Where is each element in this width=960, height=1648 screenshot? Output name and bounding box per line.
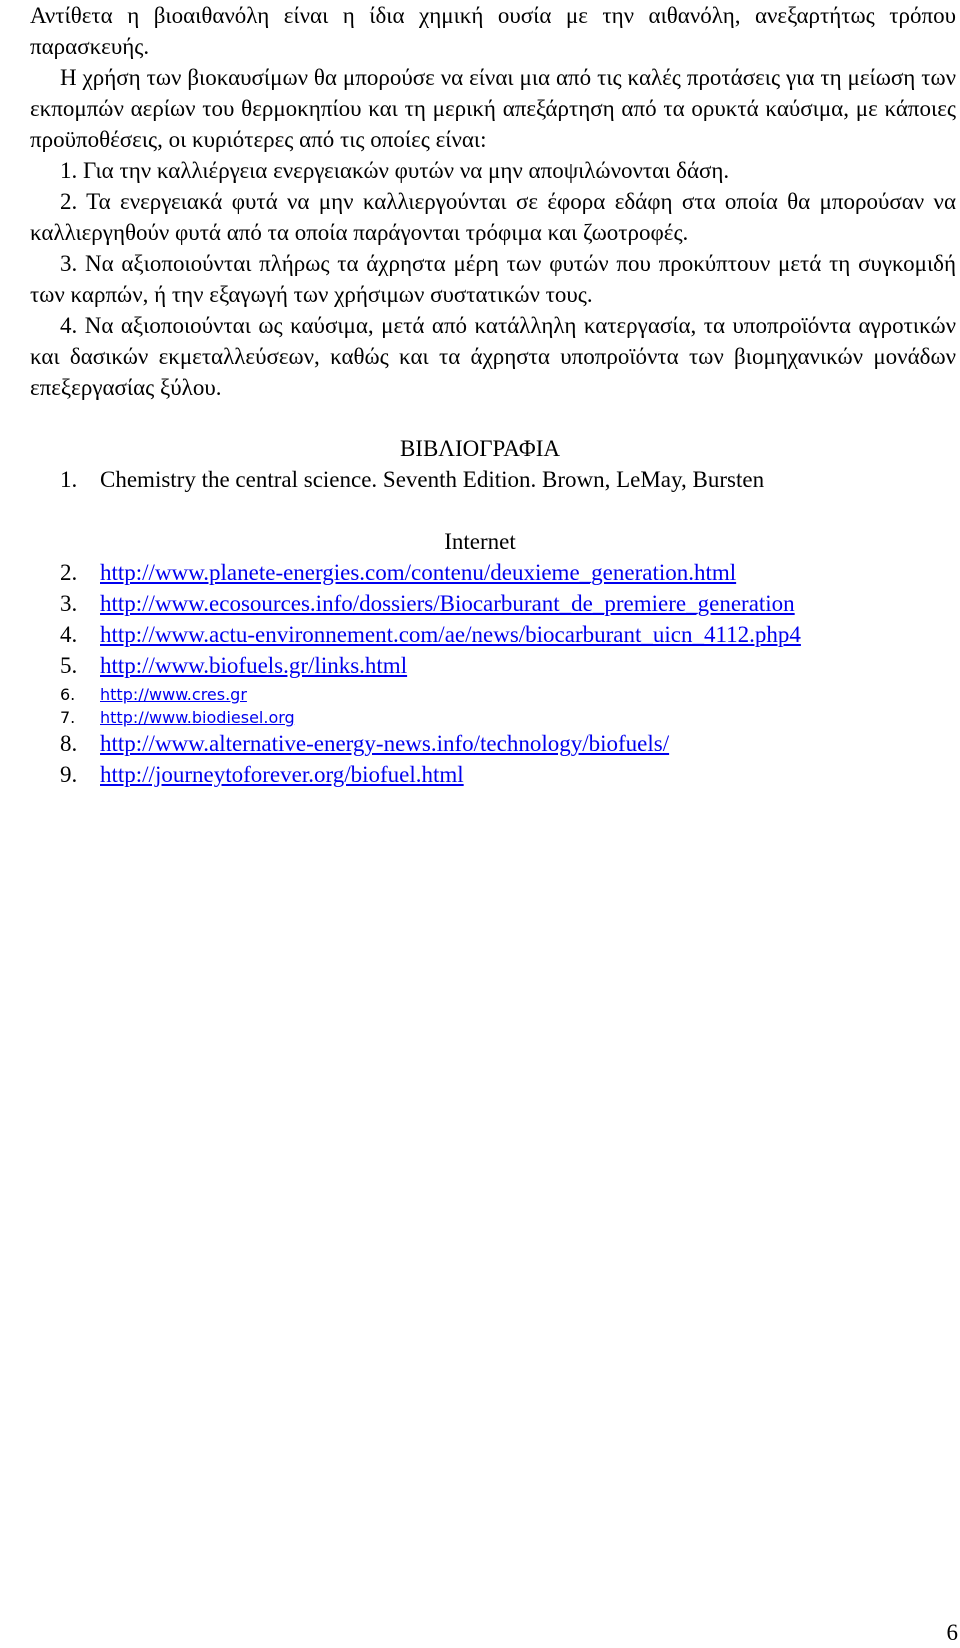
body-text — [30, 0, 956, 403]
reference-number: 6. — [60, 685, 76, 704]
reference-text: Chemistry the central science. Seventh Edition. Brown, LeMay, Bursten — [100, 467, 765, 492]
reference-link[interactable]: http://www.planete-energies.com/contenu/deuxieme_generation.html — [100, 560, 737, 585]
reference-number: 3. — [60, 591, 78, 616]
reference-link[interactable]: http://www.biofuels.gr/links.html — [100, 653, 408, 678]
reference-link[interactable]: http://www.ecosources.info/dossiers/Biocarburant_de_premiere_generation — [100, 591, 795, 616]
reference-link[interactable]: http://www.alternative-energy-news.info/technology/biofuels/ — [100, 731, 670, 756]
reference-link[interactable]: http://journeytoforever.org/biofuel.html — [100, 762, 464, 787]
condition-item-4: 4. Να αξιοποιούνται ως καύσιμα, μετά από κατάλληλη κατεργασία, τα υποπροϊόντα αγροτικών και δασικών εκμεταλλεύσεων, καθώς και τα άχρηστα υποπροϊόντα των βιομηχανικών μονάδων επεξεργασίας ξύλου. — [30, 313, 956, 400]
reference-item-1 — [60, 464, 764, 495]
internet-heading: Internet — [444, 529, 516, 554]
bibliography-heading: ΒΙΒΛΙΟΓΡΑΦΙΑ — [399, 436, 561, 461]
reference-item-5 — [60, 650, 407, 681]
paragraph-bioethanol: Αντίθετα η βιοαιθανόλη είναι η ίδια χημική ουσία με την αιθανόλη, ανεξαρτήτως τρόπου παρασκευής. — [30, 3, 956, 59]
reference-number: 1. — [60, 467, 78, 492]
reference-link[interactable]: http://www.actu-environnement.com/ae/news/biocarburant_uicn_4112.php4 — [100, 622, 801, 647]
reference-item-3 — [60, 588, 795, 619]
reference-number: 4. — [60, 622, 78, 647]
page-number: 6 — [946, 1620, 958, 1645]
reference-item-6 — [60, 684, 247, 706]
condition-item-3: 3. Να αξιοποιούνται πλήρως τα άχρηστα μέρη των φυτών που προκύπτουν μετά τη συγκομιδή των καρπών, ή την εξαγωγή των χρήσιμων συστατικών τους. — [30, 251, 956, 307]
reference-link[interactable]: http://www.cres.gr — [100, 685, 247, 704]
reference-item-9 — [60, 759, 464, 790]
reference-link[interactable]: http://www.biodiesel.org — [100, 708, 295, 727]
reference-item-8 — [60, 728, 669, 759]
reference-number: 5. — [60, 653, 78, 678]
reference-number: 2. — [60, 560, 78, 585]
paragraph-biofuels-intro: Η χρήση των βιοκαυσίμων θα μπορούσε να είναι μια από τις καλές προτάσεις για τη μείωση των εκπομπών αερίων του θερμοκηπίου και τη μερική απεξάρτηση από τα ορυκτά καύσιμα, με κάποιες προϋποθέσεις, οι κυριότερες από τις οποίες είναι: — [30, 65, 956, 152]
reference-item-4 — [60, 619, 801, 650]
condition-item-1: 1. Για την καλλιέργεια ενεργειακών φυτών να μην αποψιλώνονται δάση. — [60, 158, 730, 183]
condition-item-2: 2. Τα ενεργειακά φυτά να μην καλλιεργούνται σε έφορα εδάφη στα οποία θα μπορούσαν να καλλιεργηθούν φυτά από τα οποία παράγονται τρόφιμα και ζωοτροφές. — [30, 189, 956, 245]
reference-item-7 — [60, 707, 295, 729]
reference-number: 8. — [60, 731, 78, 756]
reference-item-2 — [60, 557, 736, 588]
reference-number: 9. — [60, 762, 78, 787]
reference-number: 7. — [60, 708, 76, 727]
